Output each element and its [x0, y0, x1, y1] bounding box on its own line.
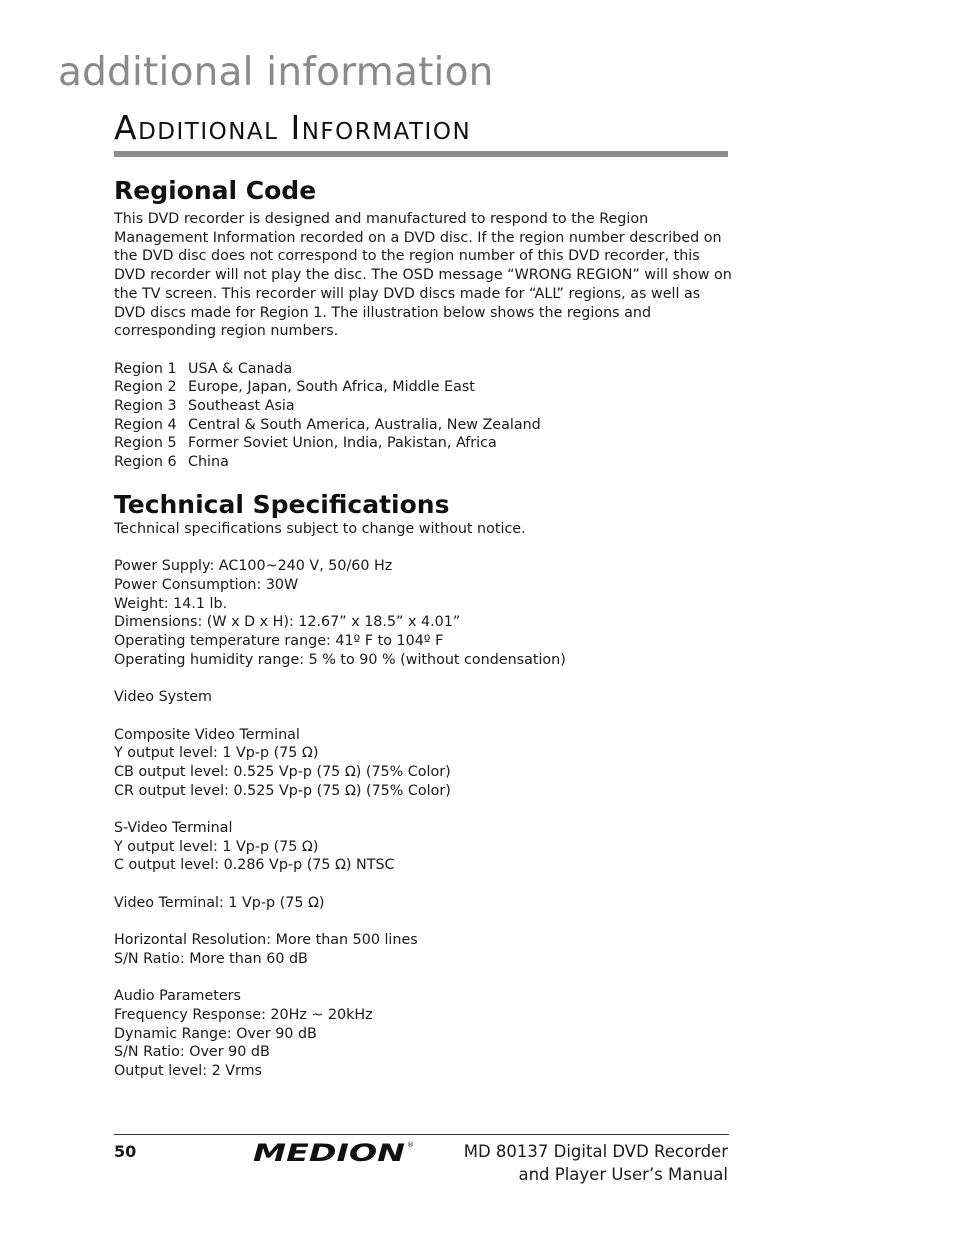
manual-title [464, 1140, 728, 1186]
region-area: Former Soviet Union, India, Pakistan, Africa [188, 435, 497, 452]
region-area: China [188, 454, 229, 471]
manual-title-line-1: MD 80137 Digital DVD Recorder [463, 1142, 728, 1161]
spec-line: Video Terminal: 1 Vp-p (75 Ω) [114, 894, 325, 911]
technical-specifications-heading: Technical Specifications [114, 489, 450, 519]
spec-line: Frequency Response: 20Hz ~ 20kHz [114, 1007, 373, 1023]
spec-line: Composite Video Terminal [114, 726, 300, 743]
region-number: Region 6 [114, 454, 177, 471]
regional-code-paragraph: This DVD recorder is designed and manufactured to respond to the Region Management Information recorded on a DVD disc. If the region number described on the DVD disc does not correspond to the region number of this DVD recorder, this DVD recorder will not play the disc. The OSD message “WRONG REGION” will show on the TV screen. This recorder will play DVD discs made for “ALL” regions, as well as DVD discs made for Region 1. The illustration below shows the regions and corresponding region numbers. [114, 211, 732, 340]
medion-logo [253, 1139, 415, 1165]
region-row [114, 360, 734, 379]
region-area: USA & Canada [188, 360, 293, 377]
manual-title-line-2: and Player User’s Manual [518, 1165, 728, 1184]
spec-line: Dimensions: (W x D x H): 12.67” x 18.5” x 4.01” [114, 614, 461, 631]
spec-line: Technical specifications subject to change without notice. [114, 520, 526, 537]
region-row [114, 378, 734, 397]
spec-line [114, 913, 734, 932]
spec-line: Y output level: 1 Vp-p (75 Ω) [114, 838, 319, 855]
spec-line: Video System [114, 689, 212, 706]
svg-text:®: ® [407, 1141, 414, 1149]
spec-line: Operating temperature range: 41º F to 104º F [114, 633, 444, 650]
spec-line: S/N Ratio: More than 60 dB [114, 950, 308, 967]
spec-line [114, 669, 734, 688]
spec-line [114, 875, 734, 894]
region-number: Region 3 [114, 398, 177, 415]
region-row [114, 453, 734, 472]
region-number: Region 4 [114, 416, 177, 433]
spec-line: S/N Ratio: Over 90 dB [114, 1044, 270, 1061]
region-number: Region 2 [114, 379, 177, 396]
footer-rule [114, 1134, 729, 1135]
spec-line: Weight: 14.1 lb. [114, 595, 228, 612]
spec-line: Audio Parameters [114, 988, 242, 1005]
svg-text:MEDION: MEDION [253, 1139, 405, 1165]
spec-line: Operating humidity range: 5 % to 90 % (without condensation) [114, 651, 566, 668]
region-row [114, 397, 734, 416]
spec-line: Dynamic Range: Over 90 dB [114, 1025, 317, 1042]
spec-list [114, 520, 734, 1081]
spec-line: S-Video Terminal [114, 820, 233, 837]
spec-line: CR output level: 0.525 Vp-p (75 Ω) (75% Color) [114, 782, 451, 799]
spec-line [114, 969, 734, 988]
spec-line [114, 707, 734, 726]
page-number: 50 [114, 1142, 137, 1161]
region-row [114, 434, 734, 453]
spec-line [114, 539, 734, 558]
main-content [114, 176, 734, 1081]
region-area: Central & South America, Australia, New Zealand [188, 416, 541, 433]
region-number: Region 1 [114, 360, 177, 377]
section-label: additional information [58, 50, 494, 95]
region-area: Europe, Japan, South Africa, Middle East [188, 379, 475, 396]
spec-line: Horizontal Resolution: More than 500 lines [114, 932, 418, 949]
region-area: Southeast Asia [188, 398, 295, 415]
spec-line: Output level: 2 Vrms [114, 1063, 262, 1080]
spec-line [114, 800, 734, 819]
spec-line: Power Supply: AC100~240 V, 50/60 Hz [114, 558, 393, 575]
region-list [114, 360, 734, 472]
page-title: Additional Information [114, 108, 472, 147]
region-row [114, 416, 734, 435]
spec-line: CB output level: 0.525 Vp-p (75 Ω) (75% Color) [114, 763, 451, 780]
title-rule [114, 151, 728, 157]
spec-line: Power Consumption: 30W [114, 576, 299, 593]
spec-line: C output level: 0.286 Vp-p (75 Ω) NTSC [114, 857, 395, 874]
regional-code-heading: Regional Code [114, 176, 317, 205]
spec-line: Y output level: 1 Vp-p (75 Ω) [114, 745, 319, 762]
region-number: Region 5 [114, 435, 177, 452]
